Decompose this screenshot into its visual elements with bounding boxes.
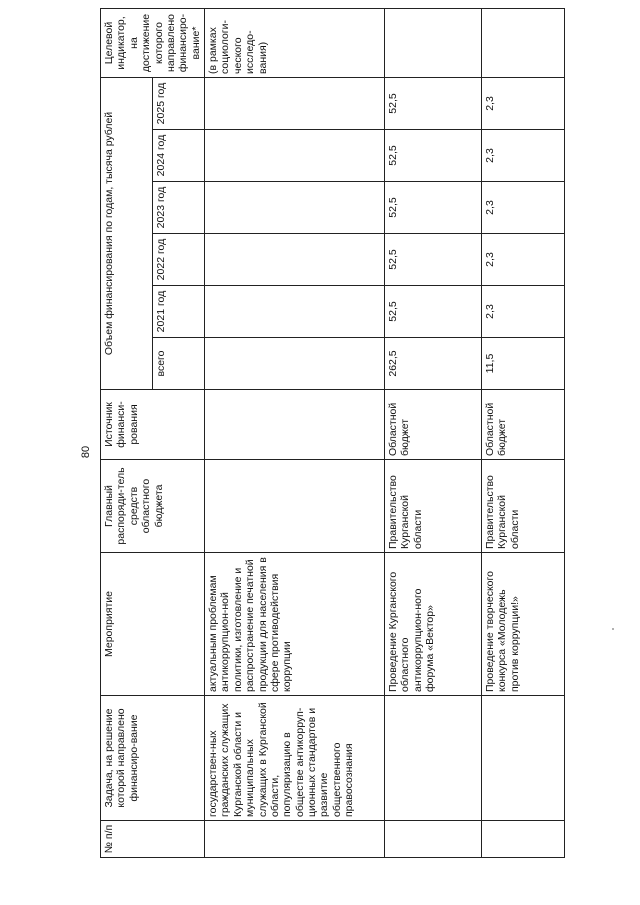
cell-task: [482, 696, 565, 821]
header-year-2025: 2025 год: [153, 77, 205, 129]
header-row: [101, 8, 153, 857]
cell-num: [205, 821, 385, 858]
cell-num: [482, 821, 565, 858]
header-year-total: всего: [153, 338, 205, 390]
cell-event: Проведение творческого конкурса «Молодежь против коррупции!»: [482, 553, 565, 696]
table-row: [482, 8, 565, 857]
cell-2024: 2,3: [482, 130, 565, 182]
page-number: 80: [80, 445, 92, 459]
header-year-2024: 2024 год: [153, 130, 205, 182]
header-event: Мероприятие: [101, 553, 205, 696]
cell-total: [205, 338, 385, 390]
cell-manager: [205, 460, 385, 553]
cell-manager: Правительство Курганской области: [385, 460, 482, 553]
cell-2021: 2,3: [482, 286, 565, 338]
cell-2022: 2,3: [482, 234, 565, 286]
header-indicator: Целевой индикатор, на достижение которого направлено финансиро-вание*: [101, 8, 205, 77]
cell-2023: 52,5: [385, 182, 482, 234]
cell-indicator: [482, 8, 565, 77]
cell-total: 262,5: [385, 338, 482, 390]
header-year-2022: 2022 год: [153, 234, 205, 286]
cell-2021: [205, 286, 385, 338]
cell-2023: 2,3: [482, 182, 565, 234]
cell-2025: [205, 77, 385, 129]
cell-event: актуальным проблемам антикоррупцион-ной политики, изготовление и распространение печатной продукции для населения в сфере противодействия коррупции: [205, 553, 385, 696]
cell-2025: 52,5: [385, 77, 482, 129]
cell-task: государствен-ных гражданских служащих Курганской области и муниципальных служащих в Курганской области, популяризацию в обществе антикорруп-ционных стандартов и развитие общественного правосознания: [205, 696, 385, 821]
cell-task: [385, 696, 482, 821]
cell-2025: 2,3: [482, 77, 565, 129]
cell-event: Проведение Курганского областного антикоррупцион-ного форума «Вектор»: [385, 553, 482, 696]
cell-2023: [205, 182, 385, 234]
header-year-2021: 2021 год: [153, 286, 205, 338]
table-row: [385, 8, 482, 857]
cell-total: 11,5: [482, 338, 565, 390]
cell-manager: Правительство Курганской области: [482, 460, 565, 553]
cell-indicator: (в рамках социологи-ческого исследо-вания): [205, 8, 385, 77]
cell-2024: [205, 130, 385, 182]
header-source: Источник финанси-рования: [101, 390, 205, 460]
cell-indicator: [385, 8, 482, 77]
rotated-table-container: [100, 13, 560, 858]
financing-table: [100, 8, 565, 858]
cell-2022: 52,5: [385, 234, 482, 286]
header-year-2023: 2023 год: [153, 182, 205, 234]
cell-source: [205, 390, 385, 460]
header-manager: Главный распоряди-тель средств областного бюджета: [101, 460, 205, 553]
cell-2021: 52,5: [385, 286, 482, 338]
header-task: Задача, на решение которой направлено финансиро-вание: [101, 696, 205, 821]
header-volume: Объем финансирования по годам, тысяча рублей: [101, 77, 153, 389]
cell-2022: [205, 234, 385, 286]
header-num: № п/п: [101, 821, 205, 858]
cell-num: [385, 821, 482, 858]
cell-2024: 52,5: [385, 130, 482, 182]
cell-source: Областной бюджет: [482, 390, 565, 460]
scan-speck: [612, 628, 614, 630]
cell-source: Областной бюджет: [385, 390, 482, 460]
table-row: [205, 8, 385, 857]
